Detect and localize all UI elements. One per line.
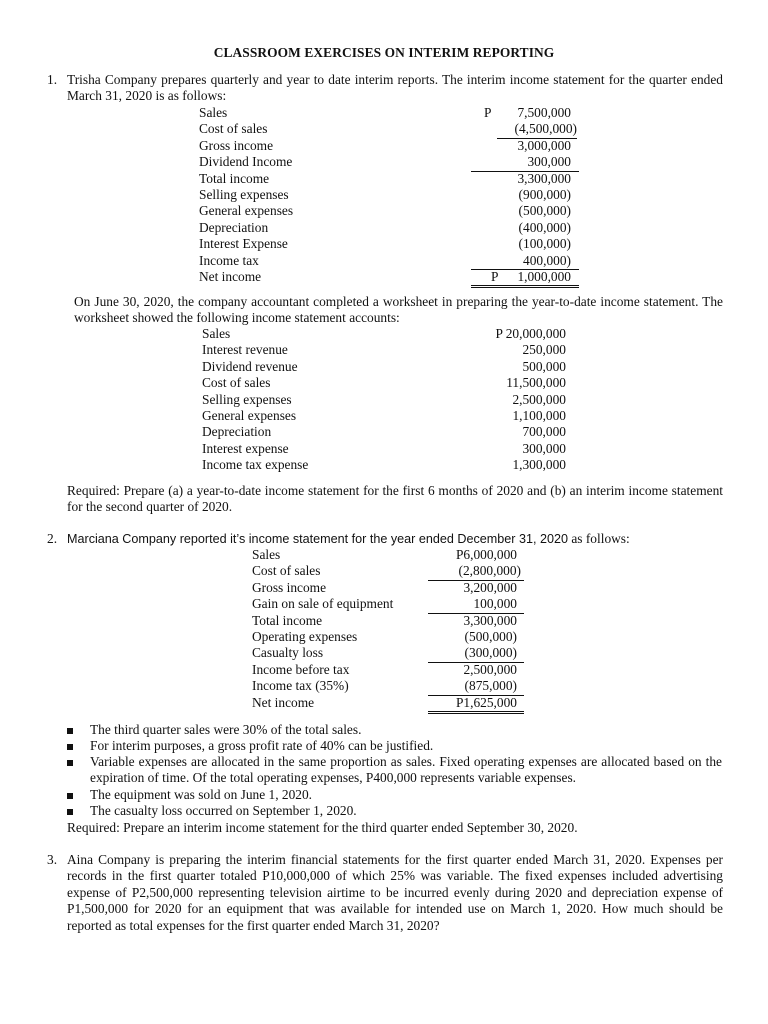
- q1-row-selling-expenses: [199, 187, 579, 203]
- q2-bullet-5: The casualty loss occurred on September 1, 2020.: [90, 803, 357, 818]
- row-value: 2,500,000: [463, 661, 517, 677]
- ws-row-general-expenses: [202, 408, 566, 424]
- row-value: 1,300,000: [512, 457, 566, 473]
- q1-row-interest-expense: [199, 236, 579, 252]
- q2-row-cost-of-sales: [252, 563, 524, 579]
- row-label: Gross income: [199, 137, 274, 153]
- row-label: Net income: [199, 269, 262, 284]
- row-label: Gain on sale of equipment: [252, 596, 394, 612]
- q1-row-gross-income: [199, 138, 579, 154]
- row-value: 100,000: [473, 596, 517, 612]
- row-label: Dividend Income: [199, 154, 293, 170]
- q2-row-casualty-loss: [252, 645, 524, 661]
- row-value: 3,200,000: [463, 579, 517, 595]
- row-label: Interest Expense: [199, 236, 288, 252]
- row-value: (875,000): [464, 678, 517, 694]
- bullet-icon: [67, 744, 73, 750]
- row-label: Operating expenses: [252, 629, 358, 644]
- row-value: 400,000): [523, 252, 571, 268]
- q1-required: Required: Prepare (a) a year-to-date income statement for the first 6 months of 2020 and (b) an interim income statement for the second quarter of 2020.: [67, 483, 723, 515]
- q1-row-dividend-income: [199, 154, 579, 170]
- row-value: 3,300,000: [463, 612, 517, 628]
- q2-row-sales: [252, 547, 524, 563]
- q2-intro-tail: as follows:: [568, 531, 630, 546]
- q2-income-statement: [252, 547, 524, 715]
- q2-row-net-income: [252, 695, 524, 711]
- bullet-icon: [67, 793, 73, 799]
- q1-row-net-income: [199, 269, 579, 285]
- row-label: Interest expense: [202, 440, 289, 456]
- row-value: 300,000: [522, 440, 566, 456]
- q2-row-income-before-tax: [252, 662, 524, 678]
- q2-bullet-2: For interim purposes, a gross profit rate of 40% can be justified.: [90, 738, 434, 753]
- row-label: General expenses: [202, 408, 297, 423]
- q2-bullet-1: The third quarter sales were 30% of the total sales.: [90, 722, 362, 737]
- row-value: 700,000: [522, 424, 566, 440]
- row-label: Income tax: [199, 252, 259, 268]
- row-label: Net income: [252, 694, 315, 710]
- ws-row-interest-revenue: [202, 342, 566, 358]
- ws-row-depreciation: [202, 424, 566, 440]
- row-label: Cost of sales: [199, 121, 268, 137]
- row-value: 1,000,000: [517, 269, 571, 284]
- q1-row-income-tax: [199, 253, 579, 269]
- row-value: 3,300,000: [517, 170, 571, 186]
- bullet-icon: [67, 760, 73, 766]
- bullet-icon: [67, 809, 73, 815]
- row-value: 500,000: [522, 358, 566, 374]
- row-label: Total income: [252, 612, 323, 628]
- q2-row-gain-on-sale: [252, 596, 524, 612]
- row-label: Interest revenue: [202, 342, 288, 358]
- ws-row-cost-of-sales: [202, 375, 566, 391]
- row-label: Income tax (35%): [252, 678, 349, 694]
- q1-row-cost-of-sales: [199, 121, 579, 137]
- currency-symbol: P: [491, 269, 499, 284]
- row-value: (400,000): [518, 219, 571, 235]
- row-label: Total income: [199, 170, 270, 186]
- ws-row-selling-expenses: [202, 392, 566, 408]
- row-label: Depreciation: [202, 424, 272, 440]
- row-value: P6,000,000: [455, 547, 517, 562]
- q2-intro: [67, 531, 727, 547]
- bullet-icon: [67, 728, 73, 734]
- row-value: (500,000): [464, 629, 517, 644]
- q3-number: 3.: [47, 852, 58, 867]
- row-value: (100,000): [518, 236, 571, 252]
- row-value: 1,100,000: [512, 408, 566, 423]
- q2-bullet-3: Variable expenses are allocated in the same proportion as sales. Fixed operating expenses are allocated based on the expiration of time. Of the total operating expenses, P400,000 represents variable expenses.: [90, 754, 722, 786]
- q1-intro: Trisha Company prepares quarterly and year to date interim reports. The interim income statement for the quarter ended March 31, 2020 is as follows:: [67, 72, 723, 104]
- row-label: Depreciation: [199, 219, 269, 235]
- q1-row-general-expenses: [199, 203, 579, 219]
- row-label: Selling expenses: [199, 187, 289, 202]
- row-value: P 20,000,000: [495, 326, 566, 341]
- page-title: CLASSROOM EXERCISES ON INTERIM REPORTING: [213, 45, 555, 60]
- row-value: 11,500,000: [506, 375, 566, 391]
- q2-double-rule: [428, 711, 524, 714]
- q1-double-rule: [471, 285, 579, 288]
- q2-row-income-tax: [252, 678, 524, 694]
- row-value: 3,000,000: [517, 137, 571, 153]
- row-label: Dividend revenue: [202, 358, 298, 374]
- row-value: (900,000): [518, 187, 571, 202]
- ws-row-dividend-revenue: [202, 359, 566, 375]
- row-label: Cost of sales: [252, 563, 321, 579]
- q2-row-gross-income: [252, 580, 524, 596]
- row-value: 2,500,000: [512, 391, 566, 407]
- q1-income-statement: [199, 105, 579, 287]
- row-label: General expenses: [199, 203, 294, 219]
- row-label: Selling expenses: [202, 391, 292, 407]
- row-value: 300,000: [527, 154, 571, 170]
- ws-row-income-tax-expense: [202, 457, 566, 473]
- q2-required: Required: Prepare an interim income statement for the third quarter ended September 30, 2020.: [67, 820, 578, 835]
- q2-row-operating-expenses: [252, 629, 524, 645]
- q2-number: 2.: [47, 531, 58, 546]
- row-value: (4,500,000): [497, 121, 577, 138]
- row-label: Sales: [252, 547, 281, 562]
- q1-number: 1.: [47, 72, 58, 87]
- ws-row-sales: [202, 326, 566, 342]
- row-label: Sales: [202, 326, 231, 341]
- q2-bullet-4: The equipment was sold on June 1, 2020.: [90, 787, 313, 802]
- q1-worksheet-intro: On June 30, 2020, the company accountant completed a worksheet in preparing the year-to-date income statement. The worksheet showed the following income statement accounts:: [74, 294, 723, 326]
- q1-worksheet-accounts: [202, 326, 566, 476]
- row-value: (500,000): [518, 203, 571, 219]
- row-label: Income tax expense: [202, 457, 309, 473]
- q1-row-sales: [199, 105, 579, 121]
- row-value: 250,000: [522, 342, 566, 358]
- row-label: Income before tax: [252, 661, 350, 677]
- row-label: Gross income: [252, 579, 327, 595]
- row-value: (2,800,000): [458, 563, 521, 579]
- ws-row-interest-expense: [202, 441, 566, 457]
- row-value: P1,625,000: [455, 694, 517, 710]
- q2-row-total-income: [252, 613, 524, 629]
- row-label: Casualty loss: [252, 645, 324, 661]
- row-label: Sales: [199, 105, 228, 120]
- currency-symbol: P: [484, 105, 492, 120]
- row-value: 7,500,000: [517, 105, 571, 120]
- q1-row-depreciation: [199, 220, 579, 236]
- row-value: (300,000): [464, 645, 517, 661]
- q3-text: Aina Company is preparing the interim financial statements for the first quarter ended March 31, 2020. Expenses per records in the first quarter totaled P10,000,000 of which 25% was variable. The fixed expenses included advertising expense of P2,500,000 representing television airtime to be incurred evenly during 2020 and depreciation expense of P1,500,000 for 2020 for an equipment that was available for intended use on March 1, 2020. How much should be reported as total expenses for the first quarter ended March 31, 2020?: [67, 852, 723, 933]
- q2-intro-company: Marciana Company reported it’s income statement for the year ended December 31, 2020: [67, 532, 568, 546]
- row-label: Cost of sales: [202, 375, 271, 391]
- q1-row-total-income: [199, 171, 579, 187]
